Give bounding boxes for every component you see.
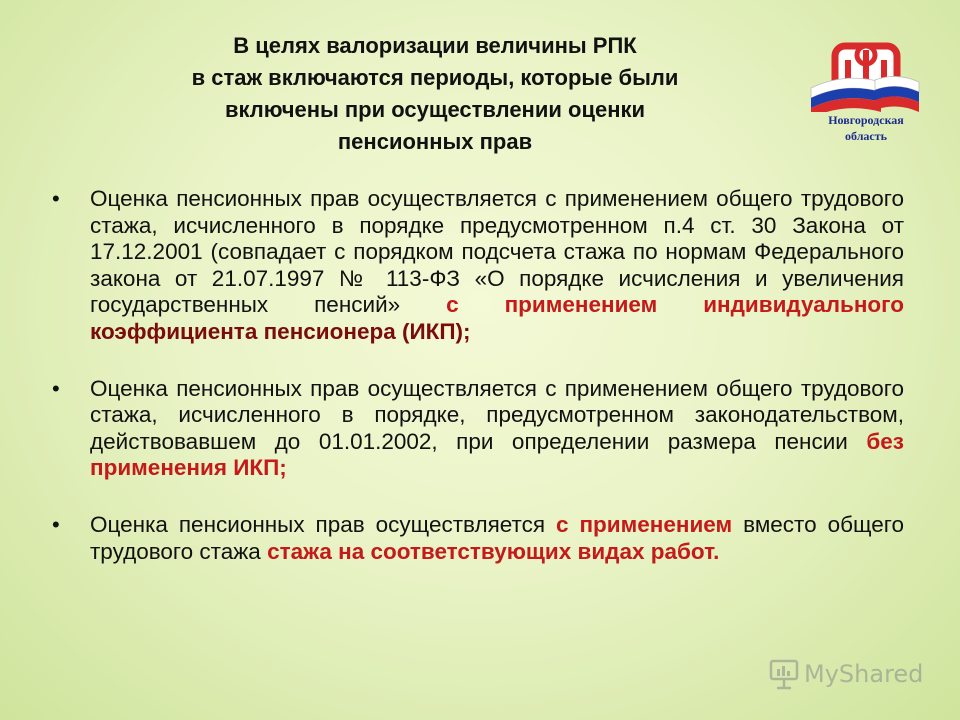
bullet-item-1 [52,186,904,346]
title-line-3: включены при осуществлении оценки [224,97,646,122]
bullet-text-1 [90,186,904,346]
bullet-marker: • [52,186,60,211]
bullet-item-2 [52,376,904,482]
bullet-1-body: Оценка пенсионных прав осуществляется с применением общего трудового стажа, исчисленного в порядке предусмотренном п.4 ст. 30 Закона от 17.12.2001 (совпадает с порядком подсчета стажа по нормам Федерального закона от 21.07.1997 № 113-ФЗ «О порядке исчисления и увеличения государственных пенсий» [90,186,904,318]
bullet-3-body-2: вместо общего трудового стажа [90,511,904,564]
bullet-2-body: Оценка пенсионных прав осуществляется с применением общего трудового стажа, исчисленного в порядке, предусмотренном законодательством, действовавшем до 01.01.2002, при определении размера пенсии [90,375,904,454]
presentation-screen-icon [768,657,802,691]
title-line-1: В целях валоризации величины РПК [233,33,637,58]
bullet-marker: • [52,511,60,537]
title-line-4: пенсионных прав [337,129,533,154]
bullet-text-3 [90,512,904,565]
bullet-1-highlight-2: коэффициента пенсионера (ИКП); [90,318,471,344]
bullet-3-body-1: Оценка пенсионных прав осуществляется [90,511,546,537]
pfr-logo [805,36,927,148]
logo-caption [805,112,927,144]
bullet-2-highlight: без применения ИКП; [90,428,904,481]
bullet-1-highlight-1: с применением индивидуального [446,292,904,318]
watermark-text: MyShared [804,660,924,688]
bullet-text-2 [90,376,904,482]
bullet-3-highlight-2: стажа на соответствующих видах работ. [267,538,720,564]
bullet-list [52,186,904,595]
bullet-item-3 [52,512,904,565]
bullet-3-highlight-1: с применением [555,511,733,537]
bullet-marker: • [52,375,60,401]
slide-title [150,30,720,158]
myshared-watermark [768,657,928,693]
logo-caption-line-1: Новгородская [828,113,904,127]
title-line-2: в стаж включаются периоды, которые были [191,65,679,90]
logo-caption-line-2: область [845,129,887,143]
pfr-emblem-icon [805,36,927,112]
